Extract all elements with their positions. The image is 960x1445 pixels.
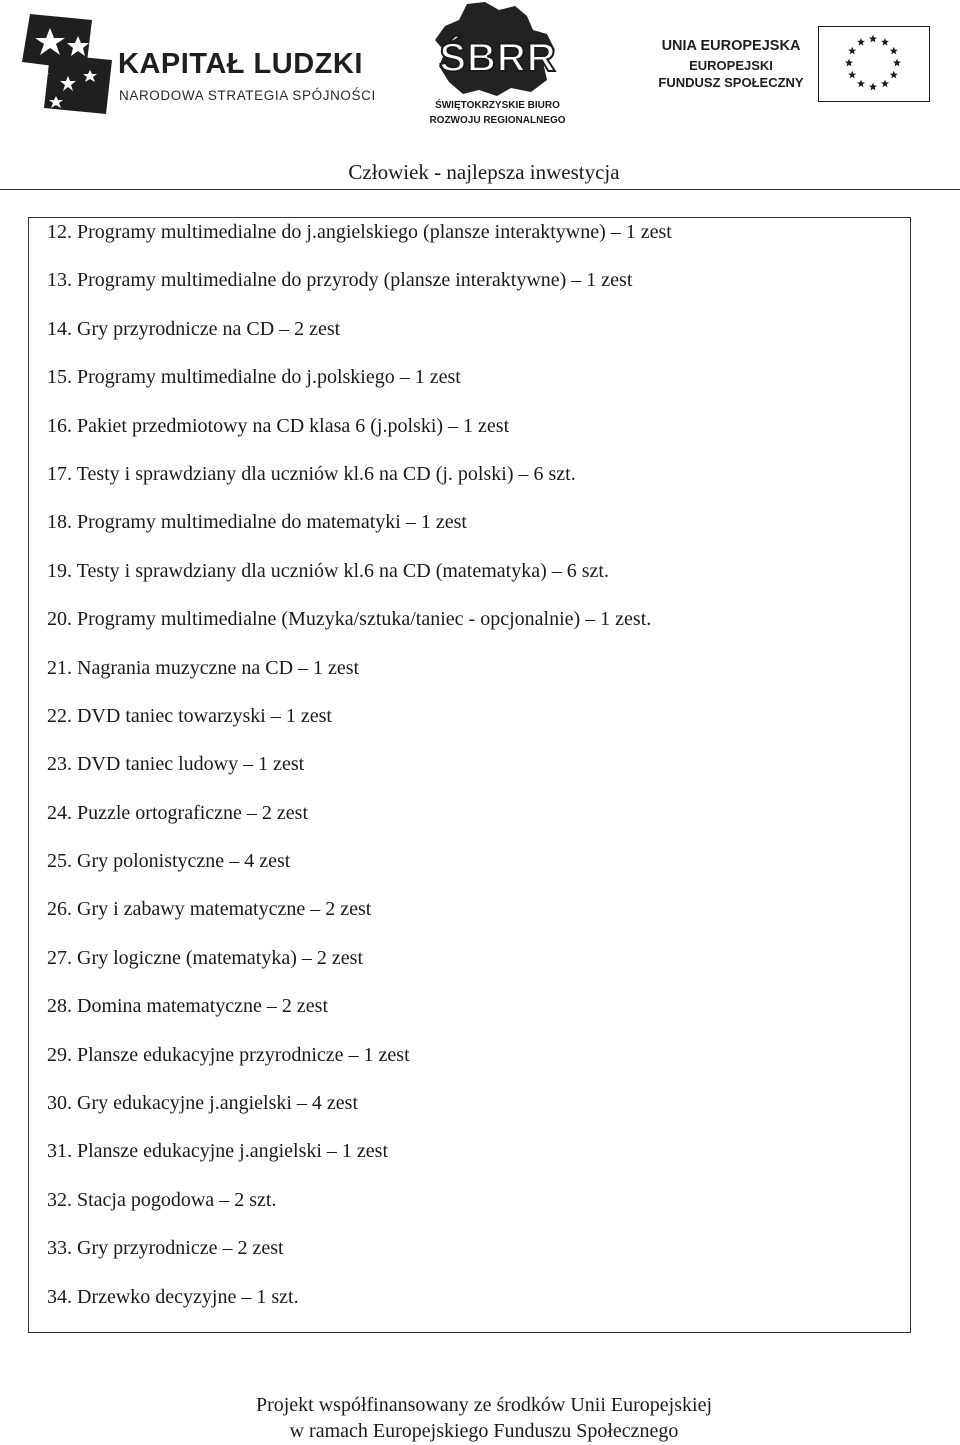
list-item: 21. Nagrania muzyczne na CD – 1 zest: [47, 656, 360, 679]
list-item: 23. DVD taniec ludowy – 1 zest: [47, 753, 305, 776]
list-item: 28. Domina matematyczne – 2 zest: [47, 995, 329, 1018]
sbrr-logo: [415, 0, 580, 135]
list-item: 26. Gry i zabawy matematyczne – 2 zest: [47, 898, 372, 921]
sbrr-subtitle-line1: ŚWIĘTOKRZYSKIE BIURO: [435, 100, 560, 111]
eu-line1: UNIA EUROPEJSKA: [661, 38, 801, 54]
eu-star: [869, 83, 877, 91]
eu-star: [857, 80, 865, 88]
list-item: 13. Programy multimedialne do przyrody (plansze interaktywne) – 1 zest: [47, 269, 633, 292]
list-item: 14. Gry przyrodnicze na CD – 2 zest: [47, 317, 341, 340]
eu-flag-stars-icon: [819, 27, 928, 100]
list-item: 22. DVD taniec towarzyski – 1 zest: [47, 704, 332, 727]
list-item: 27. Gry logiczne (matematyka) – 2 zest: [47, 946, 363, 969]
item-list-box: [28, 217, 911, 1333]
eu-flag: [818, 26, 930, 102]
eu-fund-logo: [650, 26, 935, 106]
list-item: 31. Plansze edukacyjne j.angielski – 1 zest: [47, 1140, 389, 1163]
kapital-ludzki-title: KAPITAŁ LUDZKI: [118, 48, 363, 80]
eu-star: [869, 35, 877, 43]
sbrr-subtitle-line2: ROZWOJU REGIONALNEGO: [429, 115, 566, 126]
eu-star: [845, 59, 853, 67]
list-item: 34. Drzewko decyzyjne – 1 szt.: [47, 1285, 299, 1308]
list-item: 20. Programy multimedialne (Muzyka/sztuka/taniec - opcjonalnie) – 1 zest.: [47, 608, 652, 631]
list-item: 19. Testy i sprawdziany dla uczniów kl.6 na CD (matematyka) – 6 szt.: [47, 559, 609, 582]
list-item: 25. Gry polonistyczne – 4 zest: [47, 850, 291, 873]
eu-star: [857, 38, 865, 46]
eu-line3: FUNDUSZ SPOŁECZNY: [658, 75, 804, 90]
list-item: 16. Pakiet przedmiotowy na CD klasa 6 (j.polski) – 1 zest: [47, 414, 510, 437]
eu-line2: EUROPEJSKI: [689, 58, 773, 73]
list-item: 17. Testy i sprawdziany dla uczniów kl.6 na CD (j. polski) – 6 szt.: [47, 462, 576, 485]
list-item: 32. Stacja pogodowa – 2 szt.: [47, 1188, 277, 1211]
eu-star: [848, 47, 856, 55]
eu-star: [881, 80, 889, 88]
item-list: [47, 219, 672, 1332]
kapital-ludzki-subtitle: NARODOWA STRATEGIA SPÓJNOŚCI: [119, 88, 376, 103]
list-item: 15. Programy multimedialne do j.polskiego – 1 zest: [47, 366, 461, 389]
eu-star: [848, 71, 856, 79]
eu-star: [881, 38, 889, 46]
list-item: 12. Programy multimedialne do j.angielskiego (plansze interaktywne) – 1 zest: [47, 221, 672, 243]
sbrr-title: ŚBRR: [439, 36, 557, 80]
list-item: 24. Puzzle ortograficzne – 2 zest: [47, 801, 309, 824]
tagline: Człowiek - najlepsza inwestycja: [348, 160, 620, 184]
header-logos: [0, 0, 960, 150]
stars-in-squares-logo-icon: [20, 10, 115, 120]
eu-star: [893, 59, 901, 67]
list-item: 18. Programy multimedialne do matematyki – 1 zest: [47, 511, 467, 534]
header-divider: [0, 189, 960, 190]
list-item: 30. Gry edukacyjne j.angielski – 4 zest: [47, 1092, 359, 1115]
kapital-ludzki-logo: [20, 10, 376, 120]
footer-line2: w ramach Europejskiego Funduszu Społecznego: [289, 1420, 679, 1442]
eu-star: [890, 71, 898, 79]
eu-star: [890, 47, 898, 55]
list-item: 33. Gry przyrodnicze – 2 zest: [47, 1237, 284, 1260]
list-item: 29. Plansze edukacyjne przyrodnicze – 1 zest: [47, 1043, 410, 1066]
footer-line1: Projekt współfinansowany ze środków Unii Europejskiej: [255, 1394, 713, 1416]
